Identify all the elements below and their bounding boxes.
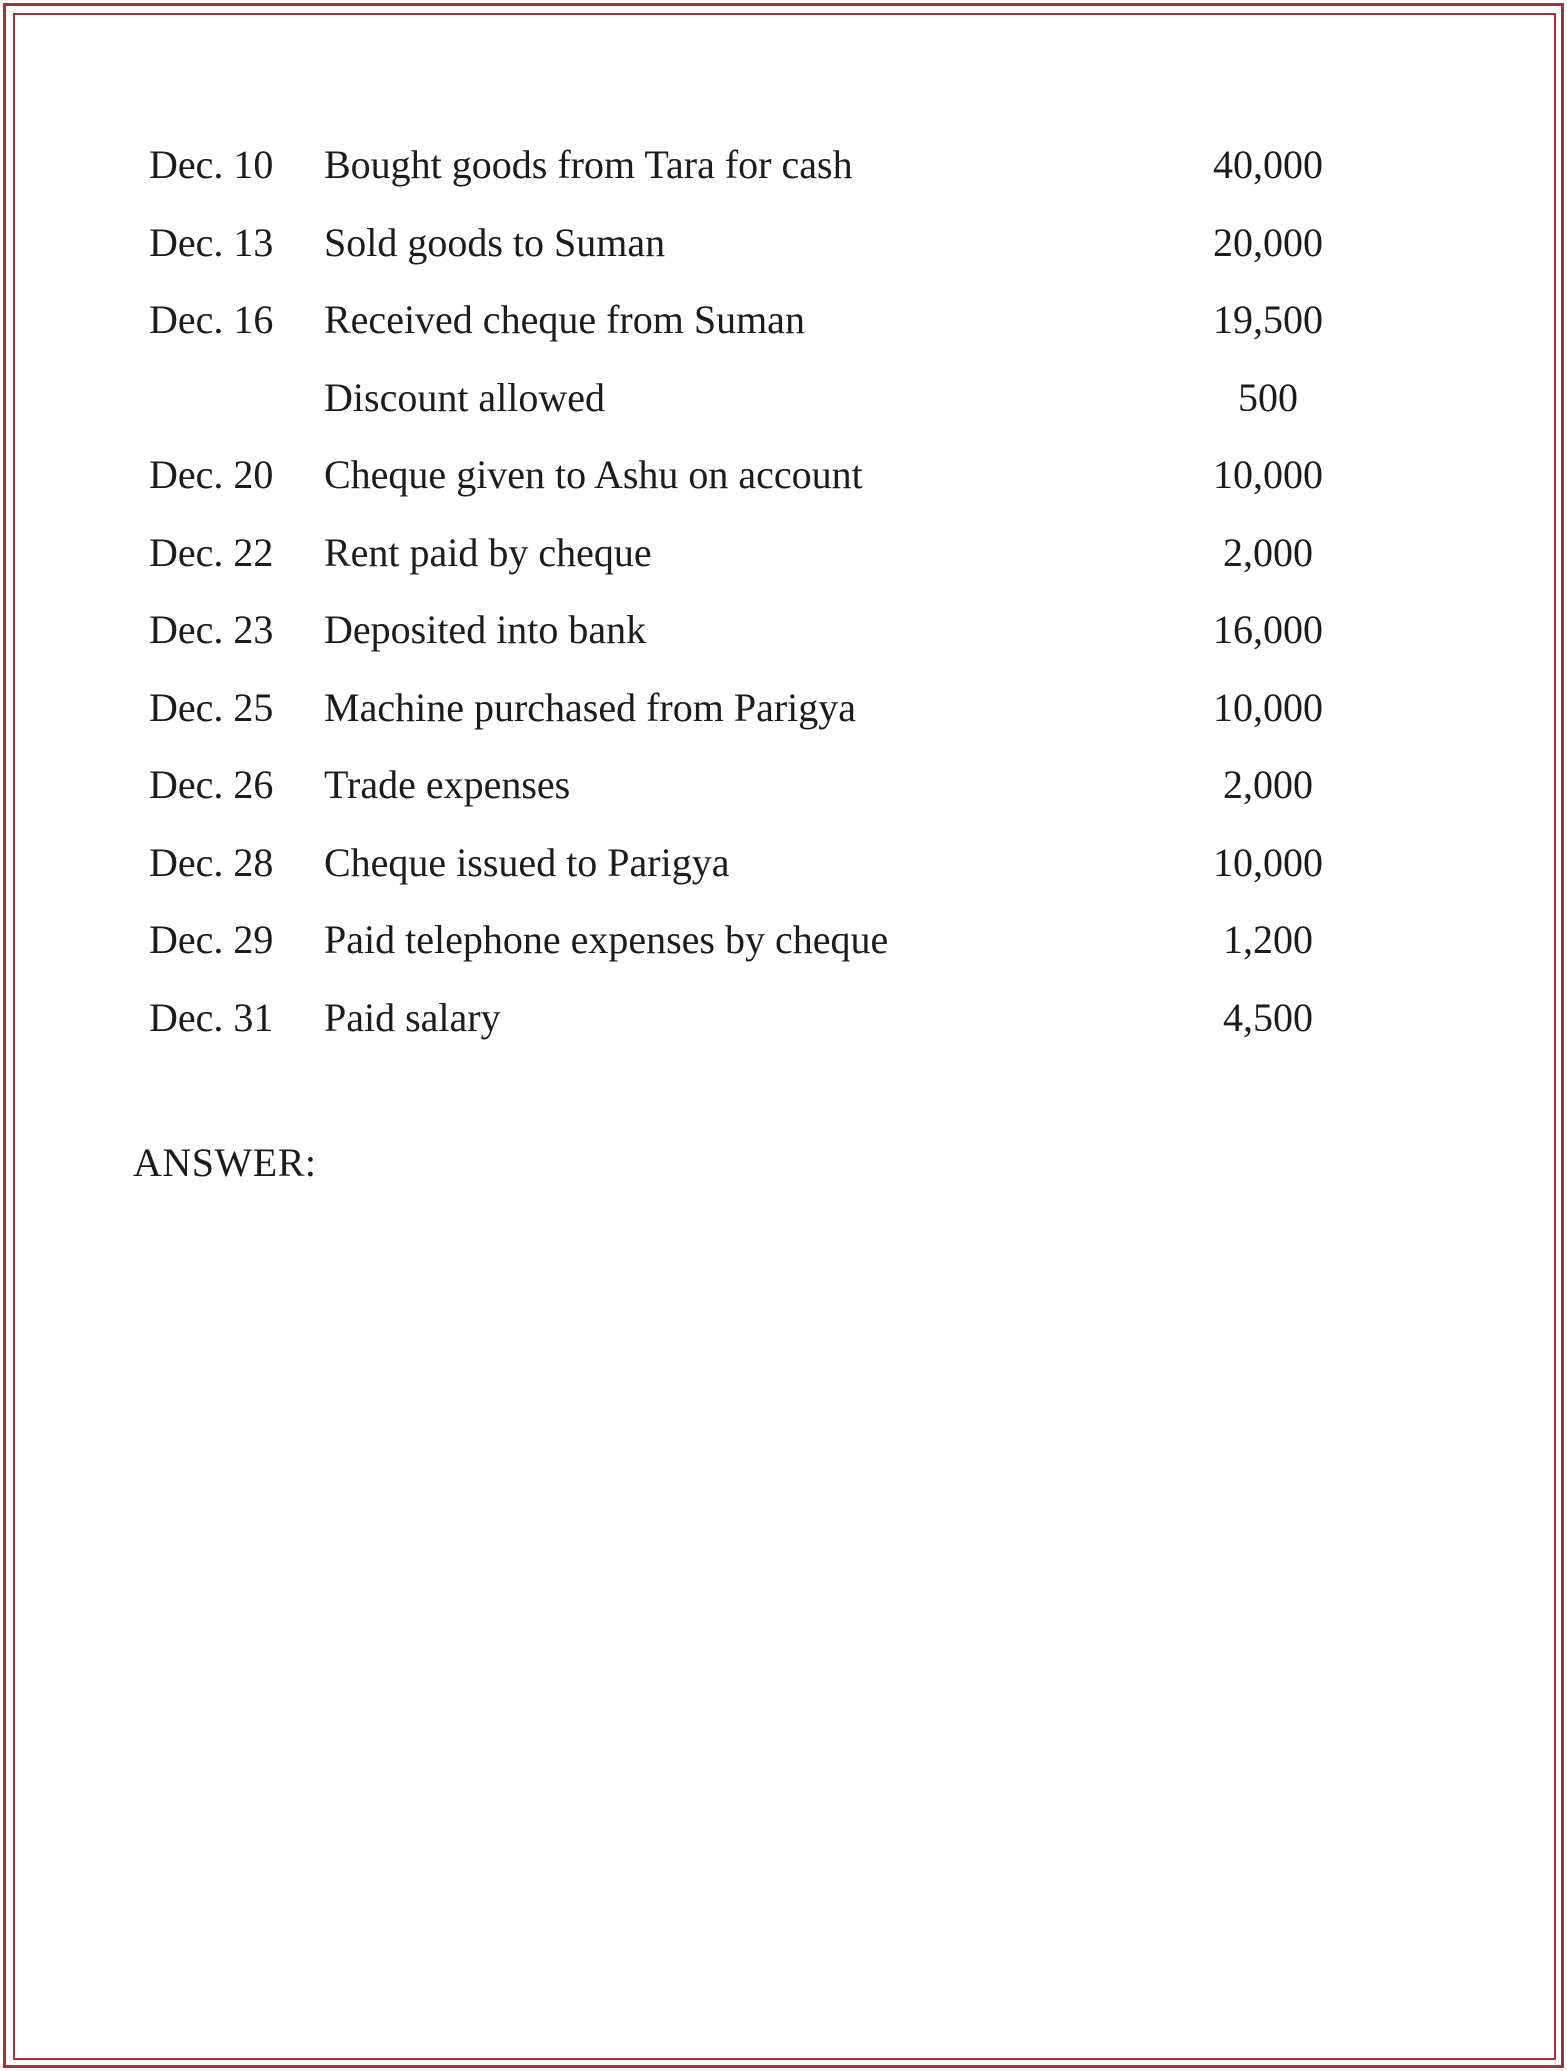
transaction-amount: 2,000: [1223, 762, 1313, 807]
transaction-description: Discount allowed: [324, 374, 606, 420]
transaction-row: [0, 591, 1567, 669]
transaction-date: Dec. 25: [149, 684, 274, 730]
transaction-description: Sold goods to Suman: [324, 219, 666, 265]
transaction-amount: 20,000: [1213, 219, 1323, 265]
transaction-amount: 4,500: [1223, 994, 1313, 1040]
transaction-date: Dec. 26: [149, 762, 274, 807]
answer-heading: ANSWER:: [133, 1140, 317, 1185]
transaction-amount: 1,200: [1223, 917, 1313, 962]
transaction-description: Received cheque from Suman: [324, 297, 805, 342]
transaction-description: Paid telephone expenses by cheque: [324, 917, 889, 962]
transaction-date: Dec. 23: [149, 607, 274, 652]
transaction-description: Deposited into bank: [324, 607, 647, 652]
transaction-amount: 10,000: [1213, 839, 1323, 885]
transaction-list: [0, 126, 1567, 1056]
transaction-row: [0, 126, 1567, 204]
transaction-description: Machine purchased from Parigya: [324, 684, 857, 730]
transaction-amount: 10,000: [1213, 452, 1323, 497]
transaction-description: Cheque issued to Parigya: [324, 839, 730, 885]
transaction-row: [0, 824, 1567, 902]
transaction-date: Dec. 31: [149, 994, 274, 1040]
transaction-row: [0, 436, 1567, 514]
transaction-date: Dec. 29: [149, 917, 274, 962]
transaction-row: [0, 359, 1567, 437]
transaction-description: Rent paid by cheque: [324, 529, 652, 575]
transaction-row: [0, 669, 1567, 747]
transaction-amount: 16,000: [1213, 607, 1323, 652]
transaction-amount: 500: [1238, 374, 1298, 420]
transaction-date: Dec. 10: [149, 142, 274, 187]
transaction-row: [0, 901, 1567, 979]
transaction-date: Dec. 22: [149, 529, 274, 575]
transaction-date: Dec. 20: [149, 452, 274, 497]
transaction-amount: 10,000: [1213, 684, 1323, 730]
transaction-row: [0, 979, 1567, 1057]
transaction-row: [0, 514, 1567, 592]
transaction-description: Paid salary: [324, 994, 501, 1040]
transaction-row: [0, 204, 1567, 282]
transaction-date: Dec. 28: [149, 839, 274, 885]
transaction-row: [0, 746, 1567, 824]
transaction-date: Dec. 16: [149, 297, 274, 342]
transaction-description: Bought goods from Tara for cash: [324, 142, 853, 187]
transaction-amount: 2,000: [1223, 529, 1313, 575]
transaction-description: Trade expenses: [324, 762, 571, 807]
transaction-amount: 40,000: [1213, 142, 1323, 187]
transaction-row: [0, 281, 1567, 359]
transaction-amount: 19,500: [1213, 297, 1323, 342]
transaction-date: Dec. 13: [149, 219, 274, 265]
transaction-description: Cheque given to Ashu on account: [324, 452, 863, 497]
